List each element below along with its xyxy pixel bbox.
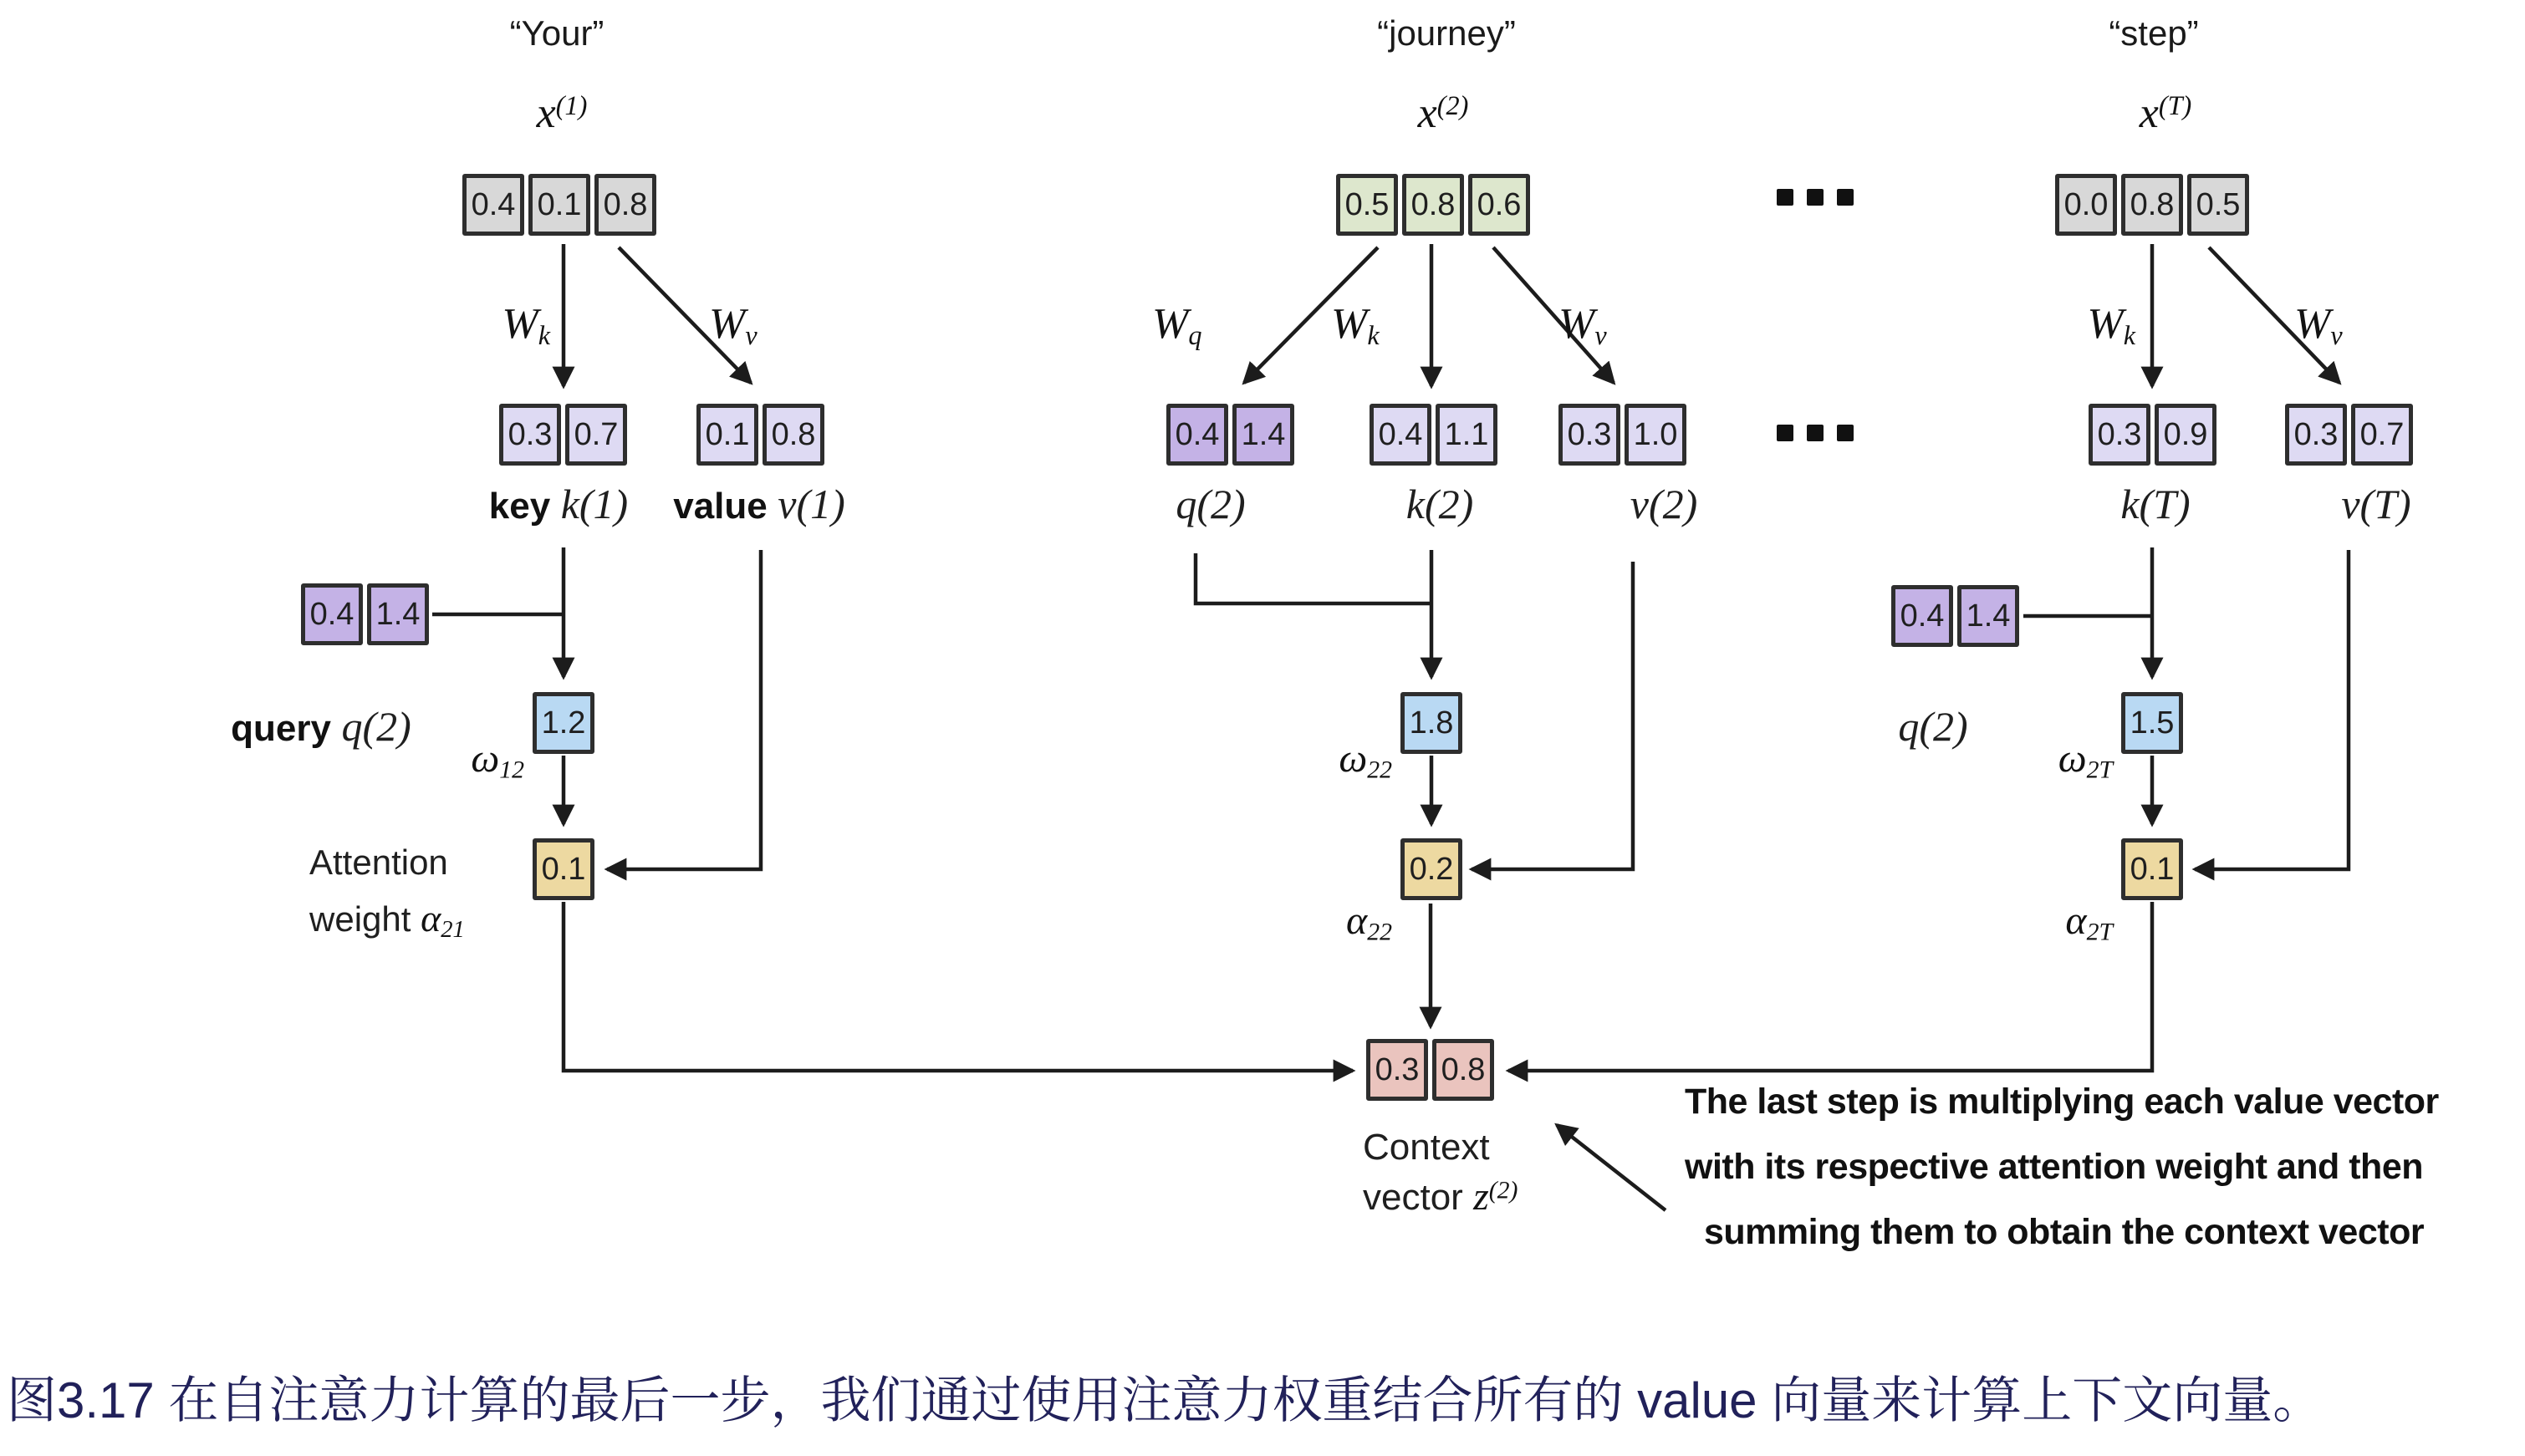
x1-vector [462, 174, 656, 236]
col2-wq-label: Wq [1152, 300, 1202, 351]
vector-cell: 0.8 [2121, 174, 2183, 236]
k2-label: k(2) [1405, 481, 1474, 527]
omega22-label: ω22 [1339, 736, 1392, 784]
col1-wv-label: Wv [709, 300, 758, 351]
query2-vector-right [1891, 585, 2019, 647]
weight-cell: 0.1 [533, 838, 594, 900]
vector-cell: 0.0 [2055, 174, 2117, 236]
k2-vector [1370, 404, 1497, 466]
ellipsis-icon-middle [1777, 425, 1854, 441]
col1-wk-label: Wk [502, 300, 550, 351]
col2-wk-label: Wk [1331, 300, 1380, 351]
col3-wv-label: Wv [2294, 300, 2343, 351]
value1-label: value v(1) [673, 481, 845, 527]
col3-value-to-alpha-arrow [2195, 550, 2349, 869]
vector-cell: 0.9 [2155, 404, 2216, 466]
vector-cell: 1.4 [1957, 585, 2019, 647]
vector-cell: 0.3 [1558, 404, 1620, 466]
kT-vector [2089, 404, 2216, 466]
vector-cell: 0.4 [1891, 585, 1953, 647]
score-cell: 1.5 [2121, 692, 2183, 754]
omega2T-label: ω2T [2058, 736, 2113, 784]
context-vector [1366, 1039, 1494, 1101]
xT-label: $x^{(T)}$ [2139, 89, 2192, 137]
vector-cell: 0.3 [499, 404, 561, 466]
v2-vector [1558, 404, 1686, 466]
weight-cell: 0.1 [2121, 838, 2183, 900]
figure-caption: 图3.17 在自注意力计算的最后一步，我们通过使用注意力权重结合所有的 value 向量来计算上下文向量。 [7, 1372, 2324, 1428]
vector-cell: 0.8 [1432, 1039, 1494, 1101]
vector-cell: 0.5 [2187, 174, 2249, 236]
vector-cell: 0.4 [1370, 404, 1431, 466]
query2-label-right: q(2) [1898, 703, 1968, 750]
omega12-box [533, 692, 594, 754]
annotation-line2: with its respective attention weight and then [1685, 1147, 2423, 1187]
vector-cell: 1.0 [1625, 404, 1686, 466]
vector-cell: 0.3 [2285, 404, 2347, 466]
vector-cell: 0.8 [763, 404, 824, 466]
col1-value-to-alpha-arrow [607, 550, 761, 869]
vector-cell: 0.3 [1366, 1039, 1428, 1101]
col2-wv-label: Wv [1558, 300, 1607, 351]
col3-wk-label: Wk [2087, 300, 2135, 351]
alpha22-label: α22 [1346, 899, 1392, 946]
annotation-pointer-arrow [1557, 1125, 1665, 1210]
omega12-label: ω12 [471, 736, 524, 784]
x2-label: $x^{(2)}$ [1417, 89, 1469, 137]
vT-label: v(T) [2341, 481, 2411, 527]
q2-vector [1166, 404, 1294, 466]
attention-label-line1: Attention [309, 843, 448, 882]
query2-vector-left [301, 583, 429, 645]
vector-cell: 1.4 [367, 583, 429, 645]
vector-cell: 0.4 [462, 174, 524, 236]
vector-cell: 0.8 [594, 174, 656, 236]
col2-value-to-alpha-arrow [1472, 562, 1633, 869]
alpha2T-label: α2T [2065, 899, 2113, 946]
value1-vector [696, 404, 824, 466]
alpha22-box [1400, 838, 1462, 900]
vector-cell: 0.7 [565, 404, 627, 466]
ellipsis-icon-top [1777, 189, 1854, 206]
vector-cell: 0.8 [1402, 174, 1464, 236]
key1-label: key k(1) [488, 481, 629, 527]
v2-label: v(2) [1630, 481, 1698, 527]
score-cell: 1.8 [1400, 692, 1462, 754]
vector-cell: 0.5 [1336, 174, 1398, 236]
attention-label-line2: weight α21 [309, 897, 465, 944]
vector-cell: 1.1 [1436, 404, 1497, 466]
query2-label-left: query q(2) [231, 703, 411, 750]
context-label-line2: vector $z^{(2)}$ [1363, 1174, 1518, 1219]
vector-cell: 0.4 [1166, 404, 1228, 466]
kT-label: k(T) [2120, 481, 2191, 527]
annotation-line3: summing them to obtain the context vector [1704, 1212, 2425, 1252]
xT-vector [2055, 174, 2249, 236]
vector-cell: 1.4 [1232, 404, 1294, 466]
x2-vector [1336, 174, 1530, 236]
vector-cell: 0.6 [1468, 174, 1530, 236]
vector-cell: 0.4 [301, 583, 363, 645]
alpha21-box [533, 838, 594, 900]
vector-cell: 0.7 [2351, 404, 2413, 466]
annotation-line1: The last step is multiplying each value vector [1685, 1082, 2439, 1122]
weight-cell: 0.2 [1400, 838, 1462, 900]
x1-label: $x^{(1)}$ [536, 89, 588, 137]
omega22-box [1400, 692, 1462, 754]
vector-cell: 0.1 [528, 174, 590, 236]
context-label-line1: Context [1363, 1127, 1490, 1168]
vT-vector [2285, 404, 2413, 466]
col1-alpha-to-context-arrow [564, 902, 1353, 1071]
vector-cell: 0.1 [696, 404, 758, 466]
omega2T-box [2121, 692, 2183, 754]
score-cell: 1.2 [533, 692, 594, 754]
token-word-1: “Your” [509, 13, 604, 53]
alpha2T-box [2121, 838, 2183, 900]
token-word-2: “journey” [1377, 13, 1516, 53]
token-word-T: “step” [2109, 13, 2199, 53]
col2-query-connector [1196, 553, 1431, 603]
vector-cell: 0.3 [2089, 404, 2150, 466]
q2-label: q(2) [1176, 481, 1246, 527]
key1-vector [499, 404, 627, 466]
